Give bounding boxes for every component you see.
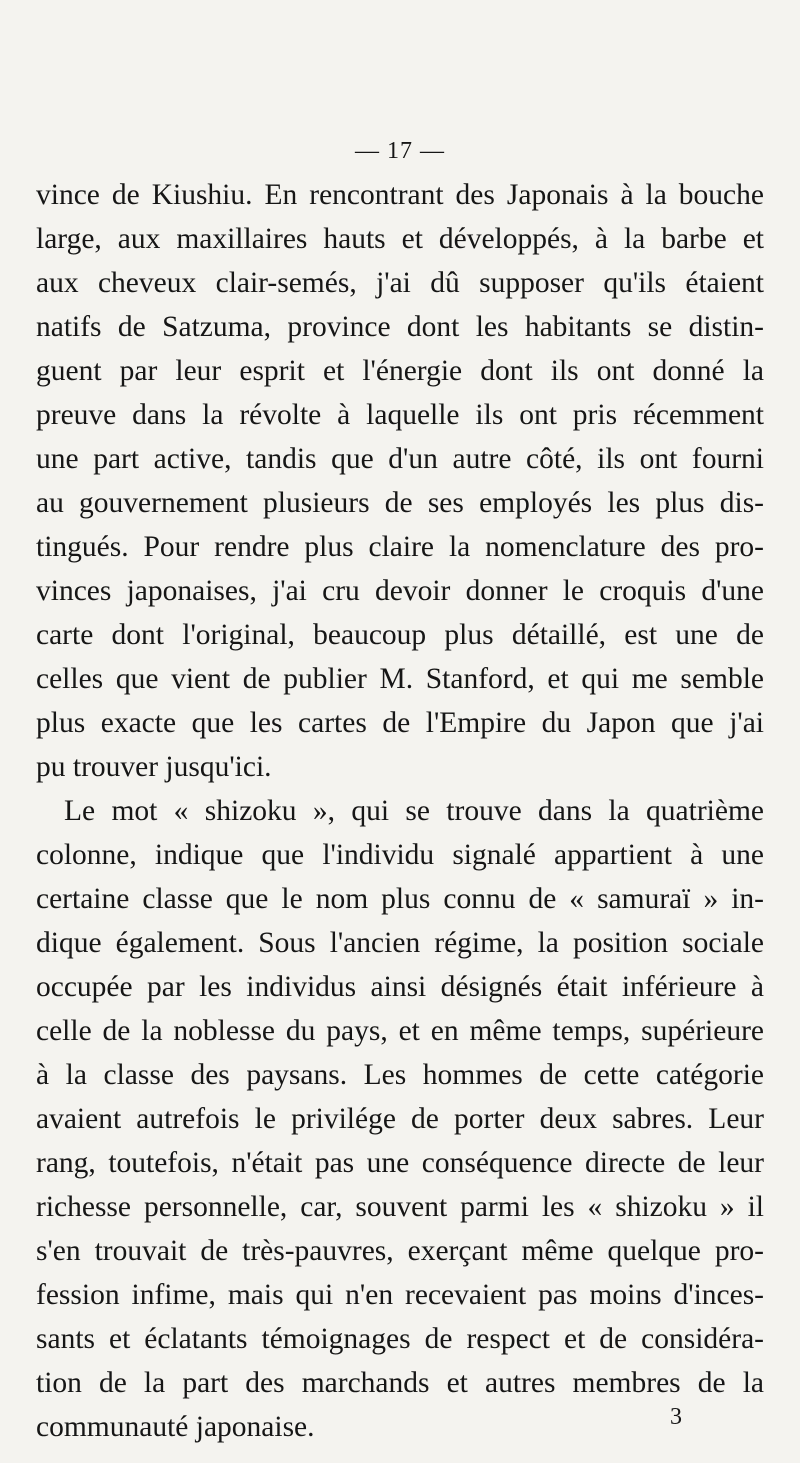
text-line: pu trouver jusqu'ici. [36,751,272,783]
text-line: celles que vient de publier M. Stanford, et qui me semble [36,663,764,695]
text-line: vinces japonaises, j'ai cru devoir donner le croquis d'une [36,575,764,607]
text-line: tingués. Pour rendre plus claire la nomenclature des pro- [36,531,764,563]
text-line: large, aux maxillaires hauts et développés, à la barbe et [36,223,764,255]
text-line: communauté japonaise. [36,1411,315,1443]
text-line: colonne, indique que l'individu signalé appartient à une [36,839,764,871]
text-line: aux cheveux clair-semés, j'ai dû supposer qu'ils étaient [36,267,764,299]
text-line: fession infime, mais qui n'en recevaient pas moins d'inces- [36,1279,764,1311]
text-line: certaine classe que le nom plus connu de « samuraï » in- [36,883,764,915]
text-line: à la classe des paysans. Les hommes de cette catégorie [36,1059,764,1091]
text-line: rang, toutefois, n'était pas une conséquence directe de leur [36,1147,764,1179]
text-line: tion de la part des marchands et autres membres de la [36,1367,764,1399]
text-line: carte dont l'original, beaucoup plus détaillé, est une de [36,619,764,651]
text-line: une part active, tandis que d'un autre côté, ils ont fourni [36,443,764,475]
text-line: natifs de Satzuma, province dont les habitants se distin- [36,311,764,343]
text-line: sants et éclatants témoignages de respect et de considéra- [36,1323,764,1355]
text-line: celle de la noblesse du pays, et en même temps, supérieure [36,1015,764,1047]
page-number: — 17 — [355,138,445,164]
text-line: avaient autrefois le privilége de porter deux sabres. Leur [36,1103,764,1135]
text-line: s'en trouvait de très-pauvres, exerçant même quelque pro- [36,1235,764,1267]
text-line: occupée par les individus ainsi désignés était inférieure à [36,971,764,1003]
text-line: vince de Kiushiu. En rencontrant des Japonais à la bouche [36,179,764,211]
signature-mark: 3 [670,1404,682,1430]
text-line: Le mot « shizoku », qui se trouve dans la quatrième [64,795,764,827]
text-line: dique également. Sous l'ancien régime, la position sociale [36,927,764,959]
text-line: au gouvernement plusieurs de ses employés les plus dis- [36,487,764,519]
text-line: preuve dans la révolte à laquelle ils ont pris récemment [36,399,764,431]
text-line: richesse personnelle, car, souvent parmi les « shizoku » il [36,1191,764,1223]
text-line: guent par leur esprit et l'énergie dont ils ont donné la [36,355,764,387]
text-line: plus exacte que les cartes de l'Empire du Japon que j'ai [36,707,764,739]
